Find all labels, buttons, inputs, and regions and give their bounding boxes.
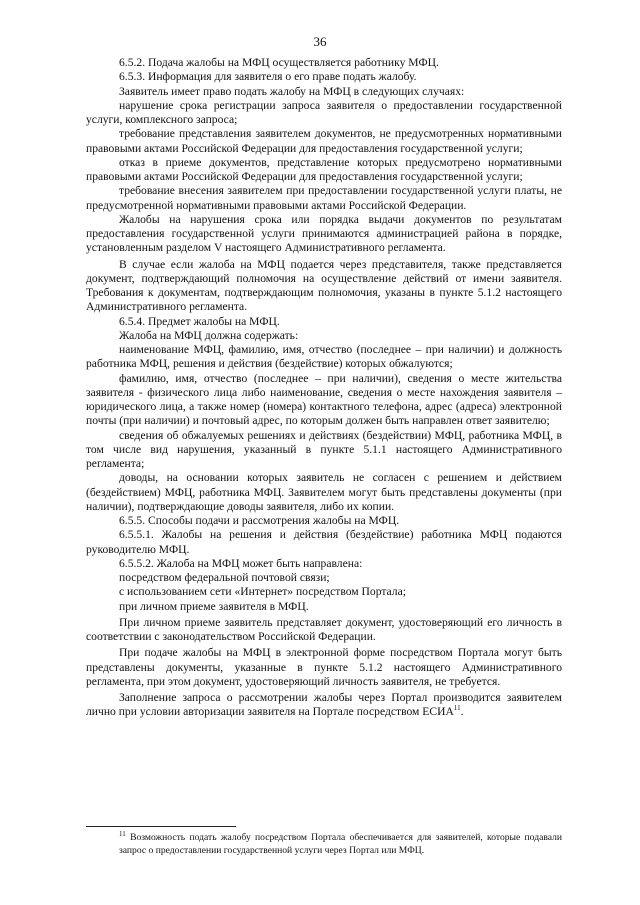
paragraph: наименование МФЦ, фамилию, имя, отчество (последнее – при наличии) и должность работника МФЦ, решения и действия (бездействие) которых обжалуются;	[86, 343, 562, 371]
footnote-text: Возможность подать жалобу посредством Портала обеспечивается для заявителей, которые подавали запрос о предоставлении государственной услуги через Портал или МФЦ.	[119, 832, 563, 856]
paragraph: посредством федеральной почтовой связи;	[119, 571, 330, 584]
footnote-marker: 11	[119, 829, 126, 838]
paragraph: 6.5.5.2. Жалоба на МФЦ может быть направлена:	[119, 556, 363, 570]
paragraph: Заявитель имеет право подать жалобу на МФЦ в следующих случаях:	[119, 84, 465, 98]
paragraph: доводы, на основании которых заявитель не согласен с решением и действием (бездействием) МФЦ, работника МФЦ. Заявителем могут быть представлены документы (при наличии), подтверждающие доводы заявителя, либо их копии.	[86, 471, 562, 513]
footnote-reference[interactable]: 11	[453, 704, 461, 713]
paragraph: 6.5.5. Способы подачи и рассмотрения жалобы на МФЦ.	[119, 514, 400, 527]
paragraph: при личном приеме заявителя в МФЦ.	[119, 599, 309, 613]
paragraph: отказ в приеме документов, представление которых предусмотрено нормативными правовыми актами Российской Федерации для предоставления государственной услуги;	[86, 155, 562, 183]
paragraph: 6.5.3. Информация для заявителя о его праве подать жалобу.	[119, 70, 417, 84]
document-body	[86, 56, 562, 720]
footnote	[86, 829, 563, 857]
paragraph: с использованием сети «Интернет» посредством Портала;	[119, 585, 406, 599]
footnote-divider	[86, 826, 236, 827]
paragraph: В случае если жалоба на МФЦ подается через представителя, также представляется документ, подтверждающий полномочия на осуществление действий от имени заявителя. Требования к документам, подтверждающим полномочия, указаны в пункте 5.1.2 настоящего Административного регламента.	[86, 257, 562, 314]
paragraph: требование внесения заявителем при предоставлении государственной услуги платы, не предусмотренной нормативными правовыми актами Российской Федерации.	[86, 184, 562, 212]
paragraph: нарушение срока регистрации запроса заявителя о предоставлении государственной услуги, комплексного запроса;	[86, 98, 562, 126]
paragraph-text: Заполнение запроса о рассмотрении жалобы через Портал производится заявителем лично при условии авторизации заявителя на Портале посредством ЕСИА	[86, 691, 562, 719]
paragraph: Жалобы на нарушения срока или порядка выдачи документов по результатам предоставления государственной услуги принимаются администрацией района в порядке, установленным разделом V настоящего Административного регламента.	[86, 212, 562, 255]
page-number: 36	[313, 34, 327, 49]
paragraph: 6.5.2. Подача жалобы на МФЦ осуществляется работнику МФЦ.	[119, 56, 439, 69]
paragraph: 6.5.5.1. Жалобы на решения и действия (бездействие) работника МФЦ подаются руководителю МФЦ.	[86, 528, 562, 556]
paragraph-with-footnote-ref: Заполнение запроса о рассмотрении жалобы через Портал производится заявителем лично при условии авторизации заявителя на Портале посредством ЕСИА$^{11}$.	[86, 691, 562, 719]
paragraph: требование представления заявителем документов, не предусмотренных нормативными правовыми актами Российской Федерации для предоставления государственной услуги;	[86, 127, 562, 155]
paragraph: фамилию, имя, отчество (последнее – при наличии), сведения о месте жительства заявителя - физического лица либо наименование, сведения о месте нахождения заявителя – юридического лица, а также номер (номера) контактного телефона, адрес (адреса) электронной почты (при наличии) и почтовый адрес, по которым должен быть направлен ответ заявителю;	[86, 371, 562, 428]
paragraph: При подаче жалобы на МФЦ в электронной форме посредством Портала могут быть представлены документы, указанные в пункте 5.1.2 настоящего Административного регламента, при этом документ, удостоверяющий личность заявителя, не требуется.	[86, 646, 562, 688]
paragraph: 6.5.4. Предмет жалобы на МФЦ.	[119, 314, 280, 328]
paragraph: сведения об обжалуемых решениях и действиях (бездействии) МФЦ, работника МФЦ, в том числе вид нарушения, указанный в пункте 5.1.1 настоящего Административного регламента;	[86, 428, 562, 470]
footnote-body	[86, 829, 563, 857]
paragraph: Жалоба на МФЦ должна содержать:	[119, 328, 299, 342]
paragraph: При личном приеме заявитель представляет документ, удостоверяющий его личность в соответствии с законодательством Российской Федерации.	[86, 615, 562, 643]
